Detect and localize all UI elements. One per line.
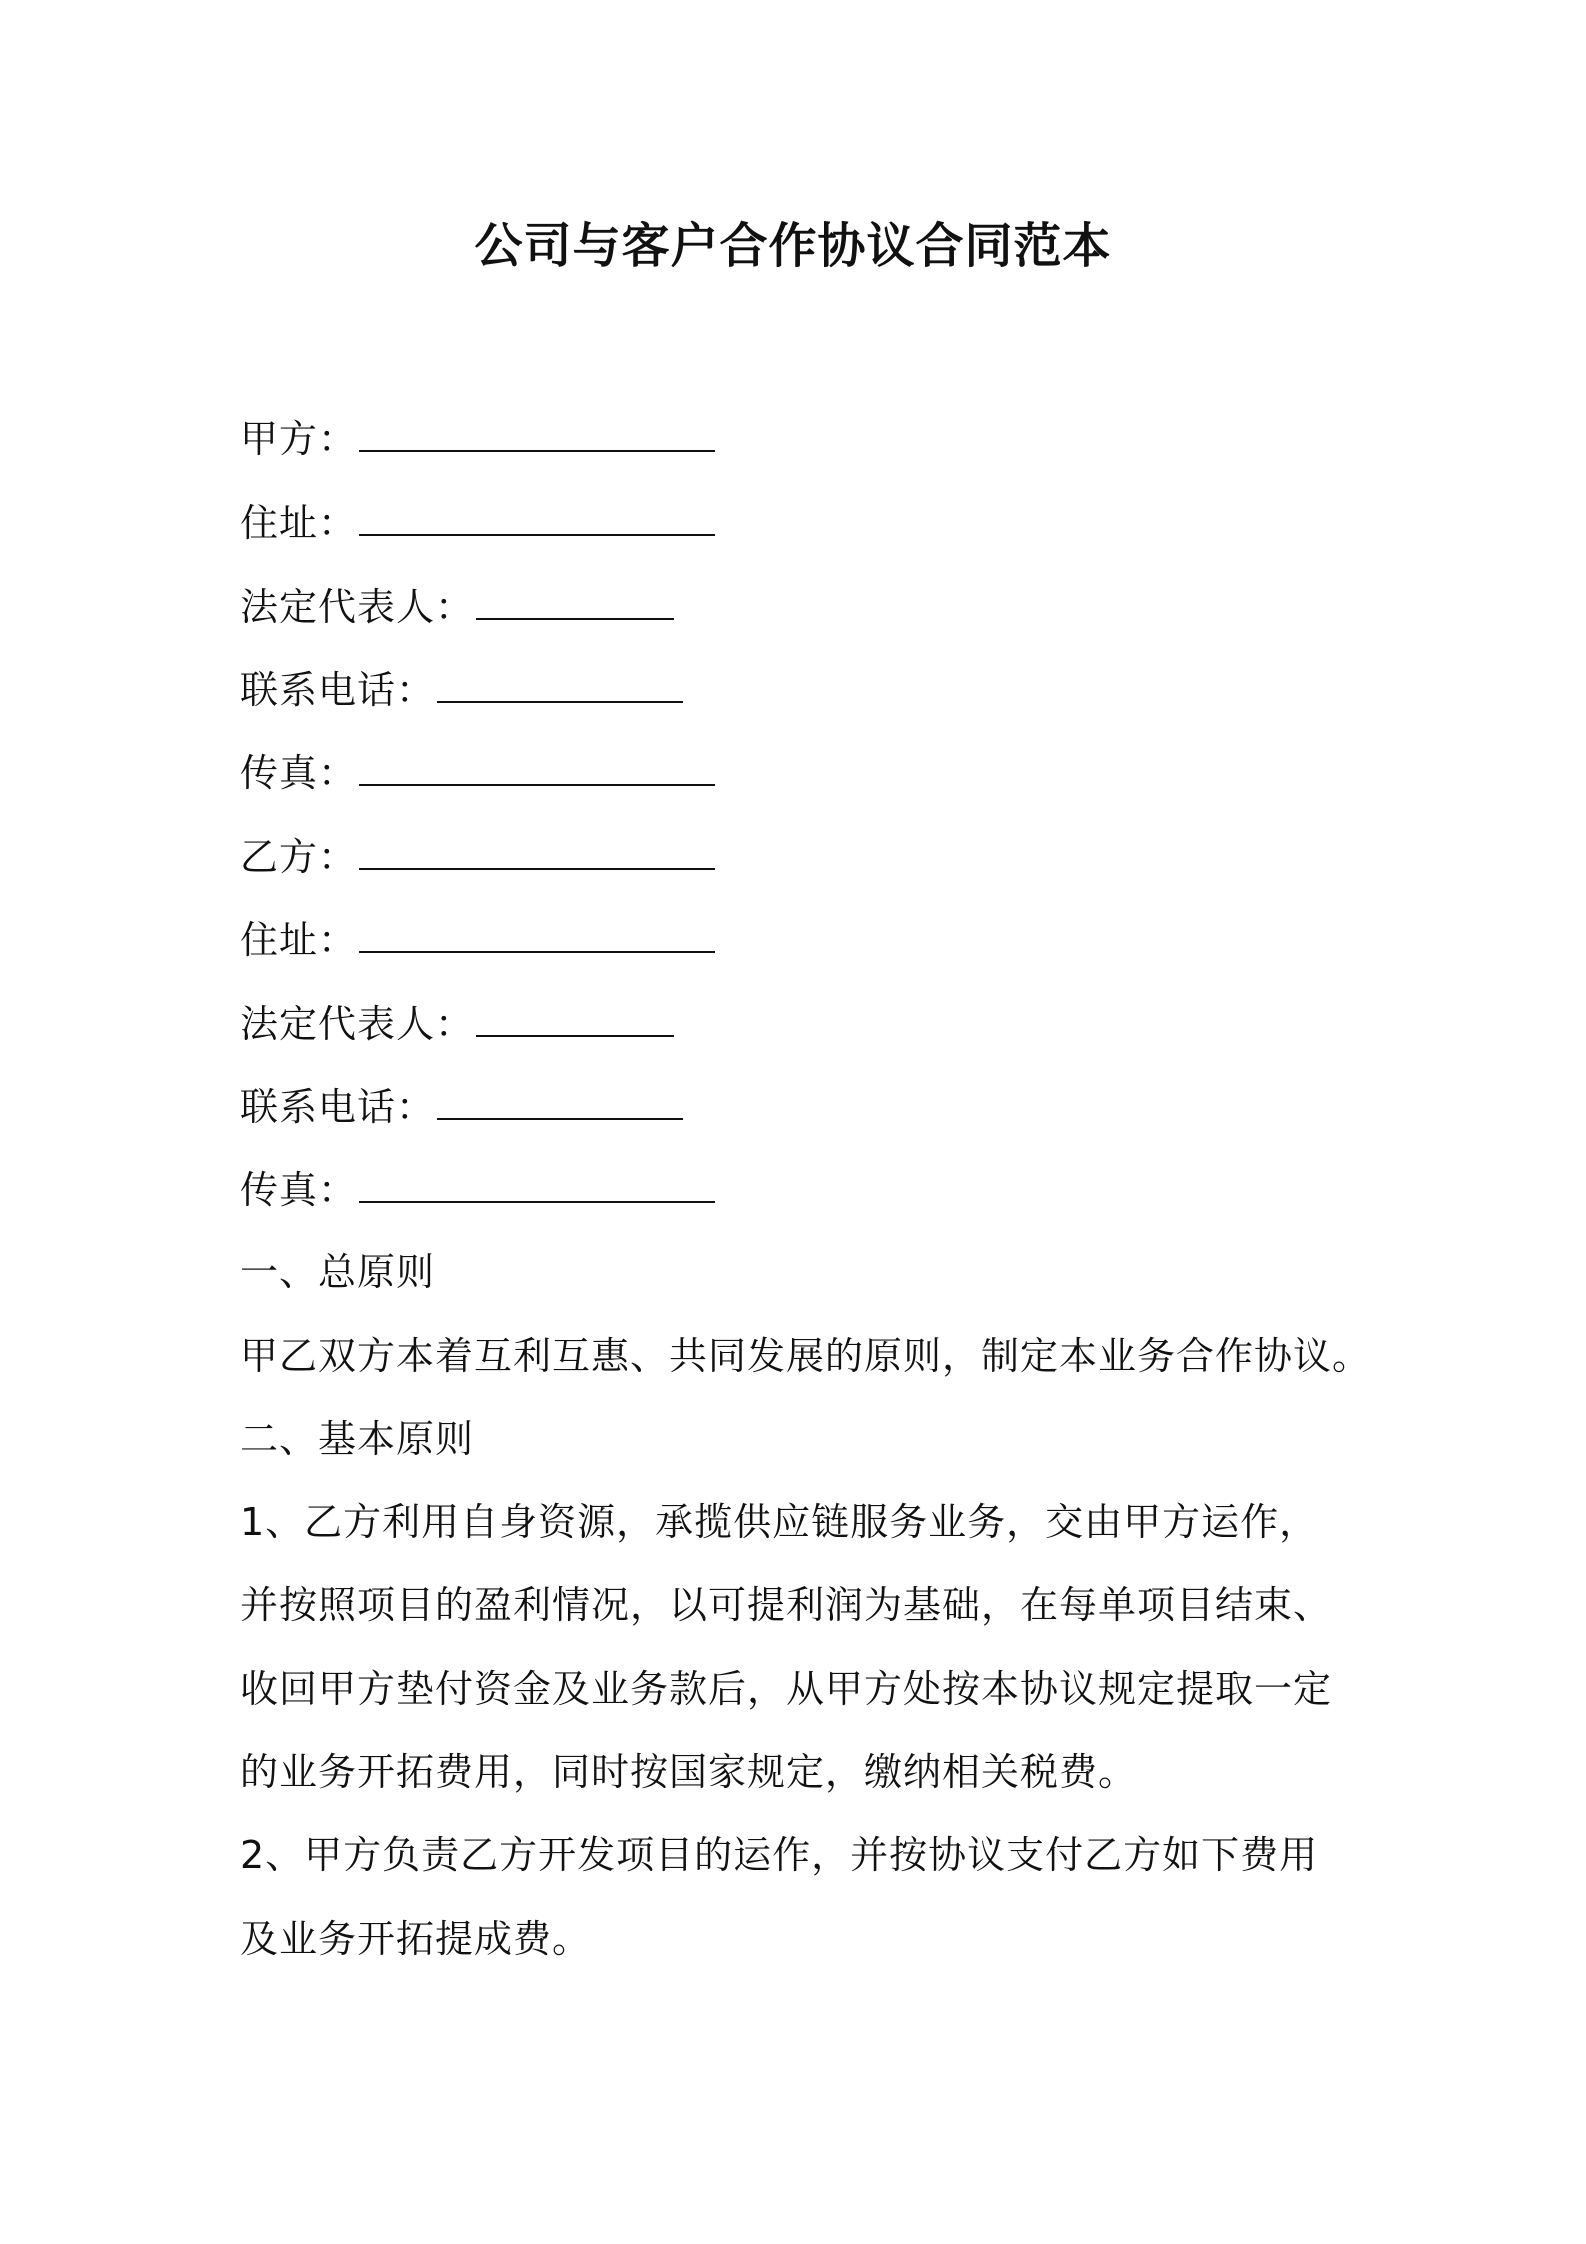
party-a-name-line bbox=[240, 410, 715, 467]
party-b-legal-rep-line bbox=[240, 995, 674, 1052]
party-b-address-line bbox=[240, 911, 715, 968]
party-b-fax-label: 传真： bbox=[240, 1168, 358, 1212]
party-b-phone-label: 联系电话： bbox=[240, 1085, 436, 1129]
basic-principle-heading: 二、基本原则 bbox=[240, 1417, 475, 1461]
party-a-fax-blank bbox=[359, 744, 715, 786]
party-b-address-label: 住址： bbox=[240, 918, 358, 962]
clause-1-line-1: 1、乙方利用自身资源，承揽供应链服务业务，交由甲方运作， bbox=[240, 1500, 1319, 1544]
party-b-phone-line bbox=[240, 1078, 683, 1135]
clause-1-line-4: 的业务开拓费用，同时按国家规定，缴纳相关税费。 bbox=[240, 1750, 1138, 1794]
party-b-fax-blank bbox=[359, 1161, 715, 1203]
general-principle-heading: 一、总原则 bbox=[240, 1250, 436, 1294]
party-a-legal-rep-label: 法定代表人： bbox=[240, 585, 475, 629]
party-b-legal-rep-blank bbox=[476, 995, 674, 1037]
party-a-address-line bbox=[240, 494, 715, 551]
clause-2-line-2: 及业务开拓提成费。 bbox=[240, 1917, 592, 1961]
party-b-address-blank bbox=[359, 911, 715, 953]
party-a-name-blank bbox=[359, 410, 715, 452]
clause-1-line-2: 并按照项目的盈利情况，以可提利润为基础，在每单项目结束、 bbox=[240, 1583, 1333, 1627]
party-b-legal-rep-label: 法定代表人： bbox=[240, 1002, 475, 1046]
party-b-fax-line bbox=[240, 1161, 715, 1218]
party-b-name-line bbox=[240, 828, 715, 885]
party-b-name-label: 乙方： bbox=[240, 835, 358, 879]
party-a-legal-rep-line bbox=[240, 578, 674, 635]
clause-2-line-1: 2、甲方负责乙方开发项目的运作，并按协议支付乙方如下费用 bbox=[240, 1833, 1319, 1877]
party-a-fax-label: 传真： bbox=[240, 751, 358, 795]
party-a-fax-line bbox=[240, 744, 715, 801]
party-b-phone-blank bbox=[437, 1078, 683, 1120]
clause-1-line-3: 收回甲方垫付资金及业务款后，从甲方处按本协议规定提取一定 bbox=[240, 1667, 1333, 1711]
general-principle-text: 甲乙双方本着互利互惠、共同发展的原则，制定本业务合作协议。 bbox=[240, 1334, 1372, 1378]
party-a-address-label: 住址： bbox=[240, 501, 358, 545]
document-title: 公司与客户合作协议合同范本 bbox=[474, 218, 1112, 274]
party-a-phone-line bbox=[240, 661, 683, 718]
party-a-phone-label: 联系电话： bbox=[240, 668, 436, 712]
party-a-phone-blank bbox=[437, 661, 683, 703]
party-b-name-blank bbox=[359, 828, 715, 870]
party-a-address-blank bbox=[359, 494, 715, 536]
party-a-name-label: 甲方： bbox=[240, 417, 358, 461]
party-a-legal-rep-blank bbox=[476, 578, 674, 620]
